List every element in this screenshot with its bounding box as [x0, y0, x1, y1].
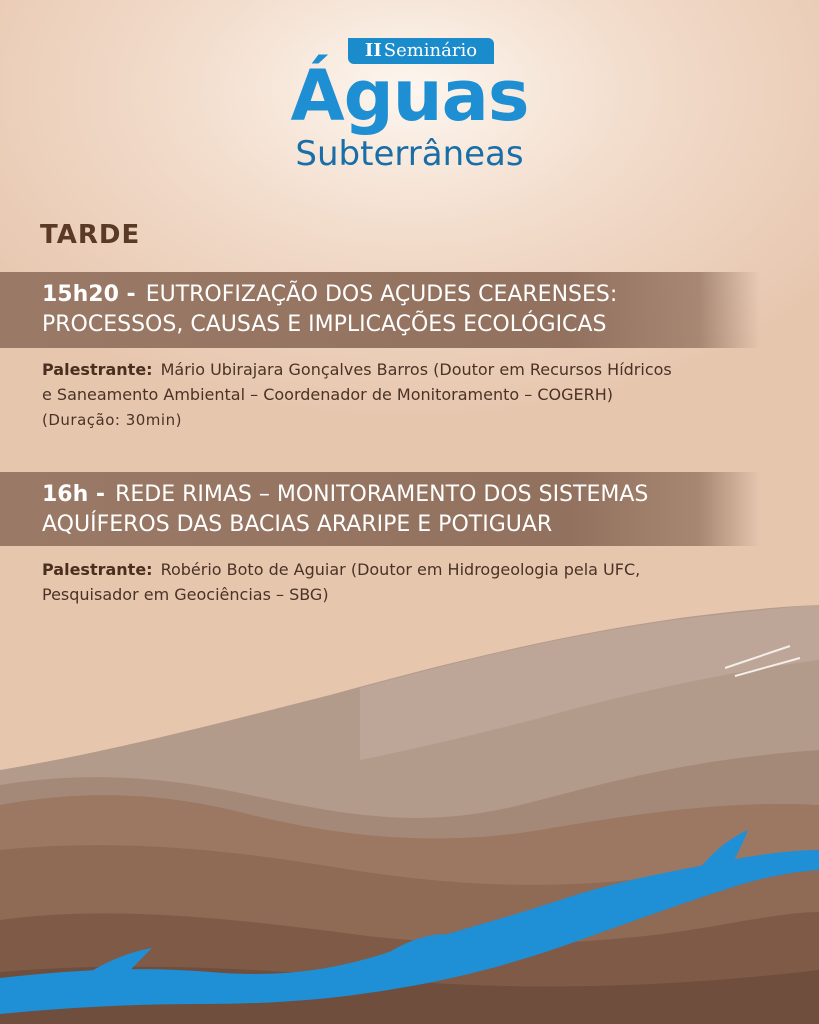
- speaker-affiliation: Pesquisador em Geociências – SBG): [42, 585, 329, 604]
- talk-duration: (Duração: 30min): [42, 411, 182, 429]
- speaker-info-1: [42, 357, 782, 407]
- talk-title-line-2: PROCESSOS, CAUSAS E IMPLICAÇÕES ECOLÓGICAS: [42, 312, 607, 337]
- talk-title: REDE RIMAS – MONITORAMENTO DOS SISTEMAS: [115, 482, 649, 507]
- talk-time: 16h -: [42, 482, 106, 507]
- speaker-label: Palestrante:: [42, 360, 153, 379]
- talk-banner-2: [0, 472, 760, 546]
- logo-edition-number: II: [364, 40, 382, 61]
- logo-badge-text: Seminário: [383, 40, 478, 61]
- section-title: TARDE: [40, 220, 141, 250]
- talk-title-line-2: AQUÍFEROS DAS BACIAS ARARIPE E POTIGUAR: [42, 512, 553, 537]
- speaker-name: Mário Ubirajara Gonçalves Barros (Doutor em Recursos Hídricos: [160, 360, 672, 379]
- speaker-affiliation: e Saneamento Ambiental – Coordenador de Monitoramento – COGERH): [42, 385, 613, 404]
- logo-title: Águas: [290, 55, 529, 137]
- talk-time: 15h20 -: [42, 282, 136, 307]
- talk-title: EUTROFIZAÇÃO DOS AÇUDES CEARENSES:: [145, 282, 618, 307]
- talk-title-line: [42, 480, 760, 510]
- talk-title-line: [42, 280, 760, 310]
- speaker-name: Robério Boto de Aguiar (Doutor em Hidrogeologia pela UFC,: [160, 560, 641, 579]
- logo-subtitle: Subterrâneas: [295, 134, 524, 174]
- speaker-label: Palestrante:: [42, 560, 153, 579]
- event-logo: [0, 30, 819, 180]
- landscape-illustration: [0, 600, 819, 1024]
- talk-banner-1: [0, 272, 760, 348]
